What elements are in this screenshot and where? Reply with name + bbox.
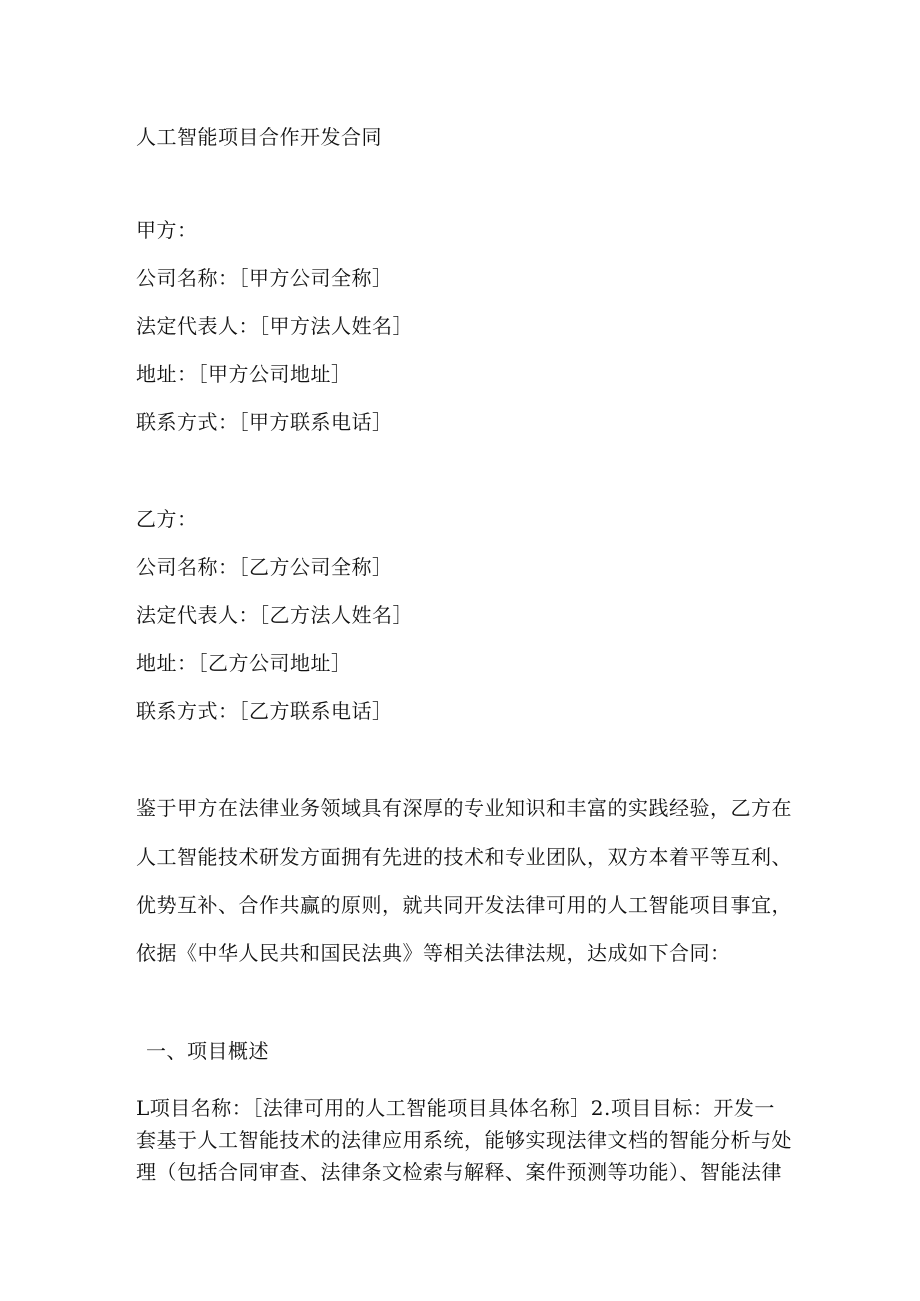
preamble-line: 依据《中华人民共和国民法典》等相关法律法规，达成如下合同： xyxy=(136,941,731,965)
preamble-line: 人工智能技术研发方面拥有先进的技术和专业团队，双方本着平等互利、 xyxy=(136,845,792,869)
preamble-line: 鉴于甲方在法律业务领域具有深厚的专业知识和丰富的实践经验，乙方在 xyxy=(136,796,792,820)
party-a-address: 地址：［甲方公司地址］ xyxy=(136,362,352,386)
party-a-label: 甲方： xyxy=(136,218,198,242)
party-a-contact: 联系方式：［甲方联系电话］ xyxy=(136,410,393,434)
party-b-contact: 联系方式：［乙方联系电话］ xyxy=(136,699,393,723)
section-heading: 一、项目概述 xyxy=(146,1039,269,1063)
preamble-line: 优势互补、合作共赢的原则，就共同开发法律可用的人工智能项目事宜， xyxy=(136,893,792,917)
party-b-label: 乙方： xyxy=(136,507,198,531)
contract-title: 人工智能项目合作开发合同 xyxy=(136,125,382,149)
party-b-address: 地址：［乙方公司地址］ xyxy=(136,651,352,675)
section-paragraph-line: 套基于人工智能技术的法律应用系统，能够实现法律文档的智能分析与处 xyxy=(136,1128,792,1152)
party-b-representative: 法定代表人：［乙方法人姓名］ xyxy=(136,603,413,627)
party-b-company: 公司名称：［乙方公司全称］ xyxy=(136,555,393,579)
section-paragraph-line: 理（包括合同审查、法律条文检索与解释、案件预测等功能）、智能法律 xyxy=(136,1160,782,1184)
section-paragraph-line: L项目名称：［法律可用的人工智能项目具体名称］2.项目目标：开发一 xyxy=(136,1096,775,1120)
party-a-representative: 法定代表人：［甲方法人姓名］ xyxy=(136,314,413,338)
party-a-company: 公司名称：［甲方公司全称］ xyxy=(136,266,393,290)
